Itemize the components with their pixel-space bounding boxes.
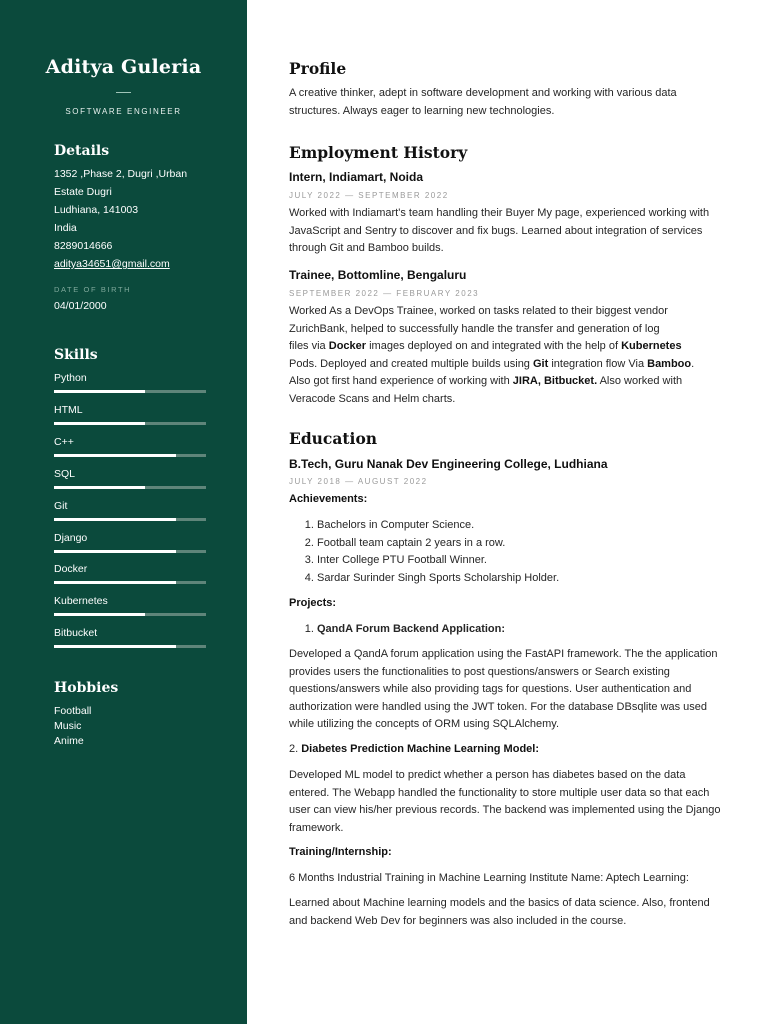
skill-name: Kubernetes [54,595,108,608]
skill-name: SQL [54,467,76,480]
profile-text: A creative thinker, adept in software development and working with various data structures. Always eager to learning new technologies. [289,87,677,117]
hobby-item: Music [54,720,82,732]
skill-name: HTML [54,403,83,416]
hobby-item: Anime [54,735,84,747]
skill-level-bar [54,518,206,521]
hobbies-heading: Hobbies [54,680,119,696]
skill-level-bar [54,454,206,457]
job-title: Trainee, Bottomline, Bengaluru [289,268,467,282]
skill-level-bar [54,486,206,489]
skill-level-bar [54,390,206,393]
education-dates: JULY 2018 — AUGUST 2022 [289,477,428,486]
job-dates: SEPTEMBER 2022 — FEBRUARY 2023 [289,289,480,298]
hobby-item: Football [54,705,92,717]
list-item [317,621,505,639]
education-heading: Education [289,429,378,448]
sidebar [0,0,247,1024]
name-divider [116,92,131,93]
dob-value: 04/01/2000 [54,300,107,312]
employment-heading: Employment History [289,143,468,162]
desc-bold: Bamboo [647,357,692,370]
skill-level-bar [54,645,206,648]
list-item: 4. Sardar Surinder Singh Sports Scholarship Holder. [317,570,559,588]
skill-level-bar [54,422,206,425]
candidate-name: Aditya Guleria [45,56,202,78]
list-item: 1. Bachelors in Computer Science. [317,517,559,535]
training-description: Learned about Machine learning models and the basics of data science. Also, frontend and backend Web Dev for beginners was also included in the course. [289,897,710,927]
desc-bold: Kubernetes [621,340,682,352]
desc-text: Veracode Scans and Helm charts. [289,392,456,405]
address-country: India [54,222,77,234]
desc-text: integration flow Via [548,357,648,370]
training-label: Training/Internship: [289,846,392,858]
skill-level-fill [54,454,176,457]
job-description [289,303,725,408]
skill-level-fill [54,613,145,616]
job-role: SOFTWARE ENGINEER [65,107,182,116]
job-title: Intern, Indiamart, Noida [289,170,424,184]
skill-level-fill [54,486,145,489]
desc-text: . [691,357,695,370]
skill-level-fill [54,550,176,553]
skill-name: Python [54,372,87,384]
phone-number: 8289014666 [54,240,113,252]
skill-level-fill [54,581,176,584]
project-title: Diabetes Prediction Machine Learning Model: [301,743,539,755]
desc-text: files via [289,340,329,352]
desc-text: Also worked with [597,375,683,387]
desc-text: Worked As a DevOps Trainee, worked on tasks related to their biggest vendor [289,305,668,317]
email-link[interactable]: aditya34651@gmail.com [54,258,170,270]
list-item: 3. Inter College PTU Football Winner. [317,552,559,570]
skill-level-bar [54,581,206,584]
profile-heading: Profile [289,59,347,78]
skill-name: Django [54,531,88,544]
project-description: Developed a QandA forum application using the FastAPI framework. The the application provides users the functionalities to post questions/answers or Search existing questions/answers while also providing tags for questions. User authentication and authorization were handled using the JWT token. For the database DBsqlite was used while utilizing the concepts of ORM using SQLAlchemy. [289,648,718,730]
desc-bold: Git [532,357,549,370]
project-description: Developed ML model to predict whether a person has diabetes based on the data entered. The Webapp handled the functionality to store multiple user data so that each user can view his/her previous records. The backend was implemented using the Django framework. [289,769,721,834]
details-heading: Details [54,143,110,159]
address-line-1: 1352 ,Phase 2, Dugri ,Urban [54,168,188,180]
desc-text: images deployed on and integrated with the help of [366,340,622,352]
job-dates: JULY 2022 — SEPTEMBER 2022 [289,191,449,200]
achievements-label: Achievements: [289,493,368,505]
skill-name: Bitbucket [54,627,98,640]
dob-label: DATE OF BIRTH [54,285,132,294]
desc-bold: JIRA, Bitbucket. [512,375,598,387]
projects-label: Projects: [289,597,337,609]
skill-level-fill [54,645,176,648]
address-city: Ludhiana, 141003 [54,204,139,216]
skills-heading: Skills [54,347,98,363]
skill-level-fill [54,390,145,393]
projects-list [289,621,505,639]
address-line-2: Estate Dugri [54,186,112,198]
project-number: 2. [289,743,302,755]
project-title: QandA Forum Backend Application: [317,623,506,635]
skill-level-bar [54,550,206,553]
skill-level-bar [54,613,206,616]
desc-bold: Docker [328,340,367,352]
skill-name: C++ [54,435,74,448]
skill-level-fill [54,518,176,521]
desc-text: Pods. Deployed and created multiple builds using [289,357,533,370]
skill-name: Git [54,499,68,512]
desc-text: ZurichBank, helped to successfully handle the transfer and generation of log [289,322,660,335]
skill-name: Docker [54,563,88,576]
training-line: 6 Months Industrial Training in Machine Learning Institute Name: Aptech Learning: [289,872,689,884]
list-item: 2. Football team captain 2 years in a row. [317,535,559,553]
desc-text: Also got first hand experience of working with [289,375,513,387]
skill-level-fill [54,422,145,425]
project-heading-2 [289,741,725,759]
achievements-list [289,517,559,587]
degree-title: B.Tech, Guru Nanak Dev Engineering College, Ludhiana [289,457,608,471]
job-description: Worked with Indiamart's team handling their Buyer My page, experienced working with JavaScript and Sentry to discover and fix bugs. Learned about integration of services through Git and Bamboo builds. [289,207,710,254]
